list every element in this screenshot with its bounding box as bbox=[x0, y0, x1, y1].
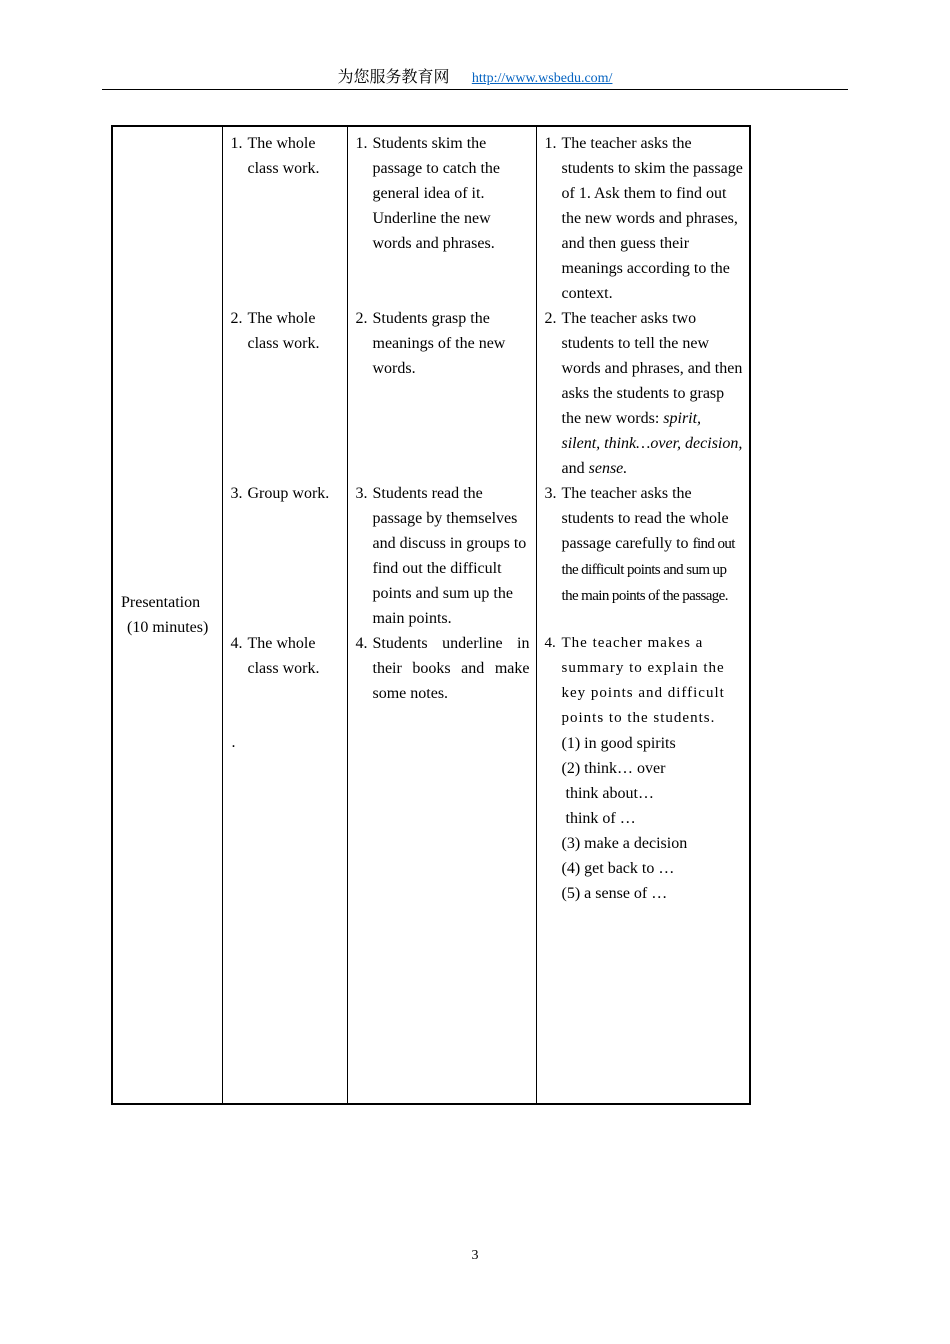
list-item: (4) get back to … bbox=[561, 860, 675, 877]
student-item-3: 3. Students read the passage by themselves and discuss in groups to find out the difficult points and sum up the main points. bbox=[355, 485, 527, 627]
teacher-item-2: 2. The teacher asks two students to tell the new words and phrases, and then asks the students to grasp the new words: spirit, silent, think…over, decision, and sense. bbox=[544, 310, 743, 477]
page-number: 3 bbox=[471, 1248, 479, 1263]
lesson-plan-table bbox=[111, 125, 751, 1105]
site-url-link[interactable]: http://www.wsbedu.com/ bbox=[471, 71, 613, 86]
stage-time: (10 minutes) bbox=[127, 619, 209, 636]
key-points-list bbox=[545, 731, 744, 906]
form-item-4: 4. The whole class work. bbox=[230, 635, 320, 677]
stray-dot: . bbox=[231, 734, 236, 751]
student-item-4: 4. Students underline in their books and make some notes. bbox=[355, 635, 530, 702]
student-activity-column bbox=[347, 126, 536, 1104]
table-row bbox=[112, 126, 750, 1104]
teacher-item-4: 4. The teacher makes a summary to explain the key points and difficult points to the students. (1) in good spirits (2) think… over think about… think of … (3) make a decision (4) get back to … (5) a sense of … bbox=[537, 629, 750, 906]
student-item-2: 2. Students grasp the meanings of the new words. bbox=[355, 310, 506, 377]
teacher-activity-column bbox=[536, 126, 750, 1104]
form-item-1: 1. The whole class work. bbox=[230, 135, 320, 177]
list-item: (3) make a decision bbox=[561, 835, 688, 852]
list-item: think of … bbox=[565, 810, 636, 827]
site-name: 为您服务教育网 bbox=[337, 67, 450, 86]
student-item-1: 1. Students skim the passage to catch the general idea of it. Underline the new words and phrases. bbox=[355, 135, 500, 252]
header-divider bbox=[102, 89, 848, 90]
list-item: think about… bbox=[565, 785, 654, 802]
list-item: (5) a sense of … bbox=[561, 885, 668, 902]
form-item-2: 2. The whole class work. bbox=[230, 310, 320, 352]
stage-cell bbox=[112, 126, 222, 1104]
teacher-item-1: 1. The teacher asks the students to skim the passage of 1. Ask them to find out the new words and phrases, and then guess their meanings according to the context. bbox=[544, 135, 743, 302]
list-item: (1) in good spirits bbox=[561, 735, 676, 752]
form-column bbox=[222, 126, 347, 1104]
stage-name: Presentation bbox=[121, 594, 201, 611]
teacher-item-3: 3. The teacher asks the students to read the whole passage carefully to find out the difficult points and sum up the main points of the passage. bbox=[544, 485, 735, 604]
list-item: (2) think… over bbox=[561, 760, 666, 777]
form-item-3: 3. Group work. bbox=[230, 485, 330, 502]
teacher-item-2-words: spirit, silent, think…over, decision, bbox=[561, 410, 743, 452]
page-header bbox=[0, 66, 950, 90]
